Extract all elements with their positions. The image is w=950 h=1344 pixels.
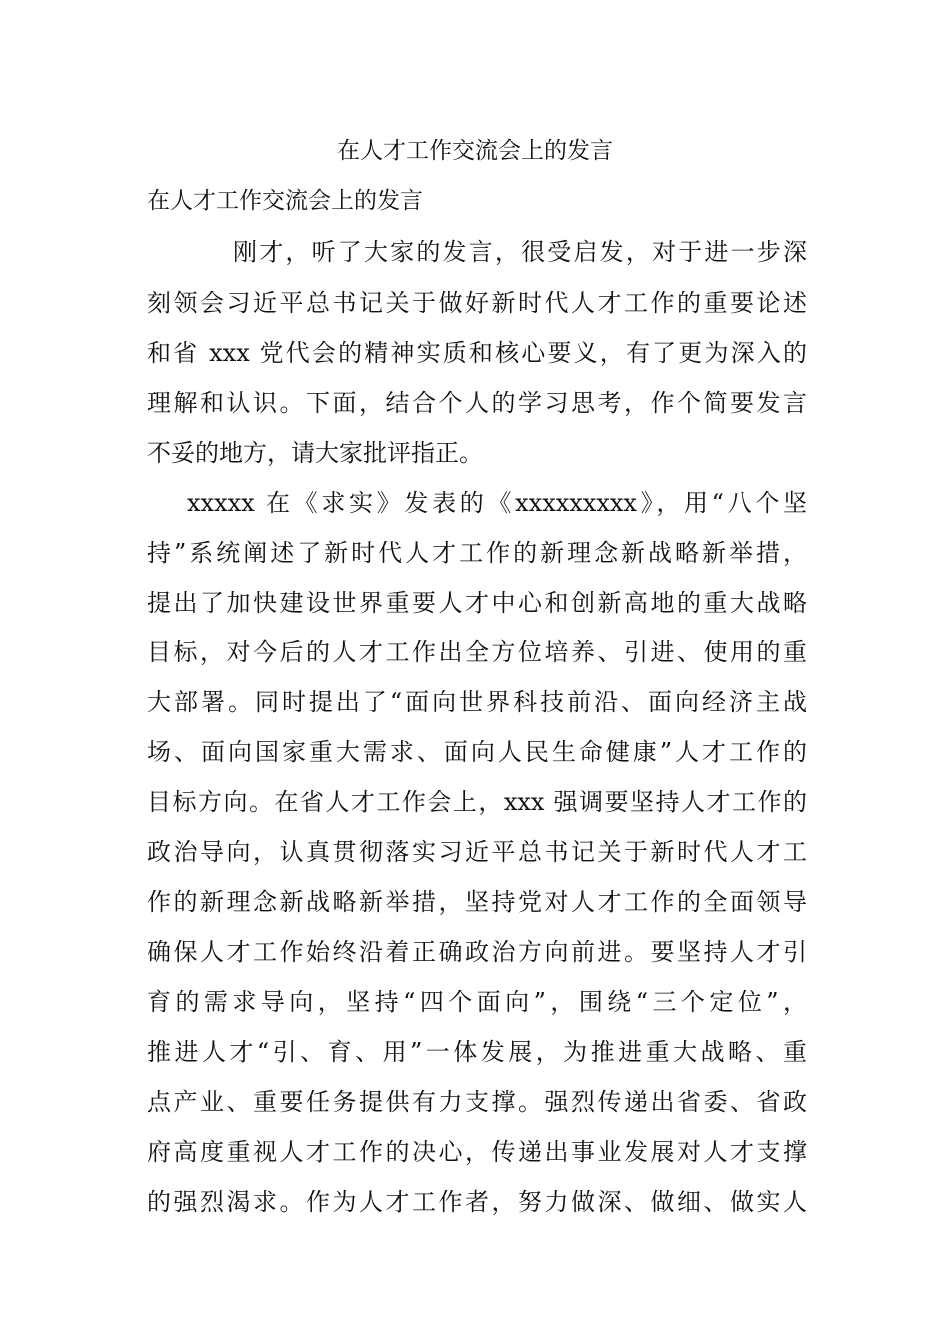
paragraph-1-line-4: 理解和认识。下面，结合个人的学习思考，作个简要发言	[147, 389, 807, 417]
paragraph-1-line-5: 不妥的地方，请大家批评指正。	[147, 439, 483, 467]
paragraph-2-line-4: 目标，对今后的人才工作出全方位培养、引进、使用的重	[147, 638, 807, 666]
paragraph-2-line-11: 育的需求导向，坚持“四个面向”，围绕“三个定位”，	[147, 988, 807, 1016]
paragraph-2-line-10: 确保人才工作始终沿着正确政治方向前进。要坚持人才引	[147, 938, 807, 966]
paragraph-2-line-5: 大部署。同时提出了“面向世界科技前沿、面向经济主战	[147, 688, 807, 716]
paragraph-2-line-3: 提出了加快建设世界重要人才中心和创新高地的重大战略	[147, 589, 807, 617]
paragraph-1-line-1: 刚才，听了大家的发言，很受启发，对于进一步深	[233, 238, 807, 266]
paragraph-2-line-13: 点产业、重要任务提供有力支撑。强烈传递出省委、省政	[147, 1088, 807, 1116]
document-title: 在人才工作交流会上的发言	[337, 138, 613, 164]
paragraph-2-line-1: xxxxx 在《求实》发表的《xxxxxxxxx》，用“八个坚	[187, 489, 807, 517]
paragraph-2-line-15: 的强烈渴求。作为人才工作者，努力做深、做细、做实人	[147, 1188, 807, 1216]
paragraph-2-line-2: 持”系统阐述了新时代人才工作的新理念新战略新举措，	[147, 539, 807, 567]
paragraph-2-line-14: 府高度重视人才工作的决心，传递出事业发展对人才支撑	[147, 1138, 807, 1166]
paragraph-2-line-6: 场、面向国家重大需求、面向人民生命健康”人才工作的	[147, 738, 807, 766]
paragraph-2-line-9: 作的新理念新战略新举措，坚持党对人才工作的全面领导	[147, 888, 807, 916]
paragraph-2-line-7: 目标方向。在省人才工作会上，xxx 强调要坚持人才工作的	[147, 788, 807, 816]
paragraph-2-line-8: 政治导向，认真贯彻落实习近平总书记关于新时代人才工	[147, 838, 807, 866]
document-subtitle: 在人才工作交流会上的发言	[147, 188, 423, 214]
paragraph-1-line-2: 刻领会习近平总书记关于做好新时代人才工作的重要论述	[147, 289, 807, 317]
paragraph-2-line-12: 推进人才“引、育、用”一体发展，为推进重大战略、重	[147, 1038, 807, 1066]
paragraph-1-line-3: 和省 xxx 党代会的精神实质和核心要义，有了更为深入的	[147, 339, 807, 367]
